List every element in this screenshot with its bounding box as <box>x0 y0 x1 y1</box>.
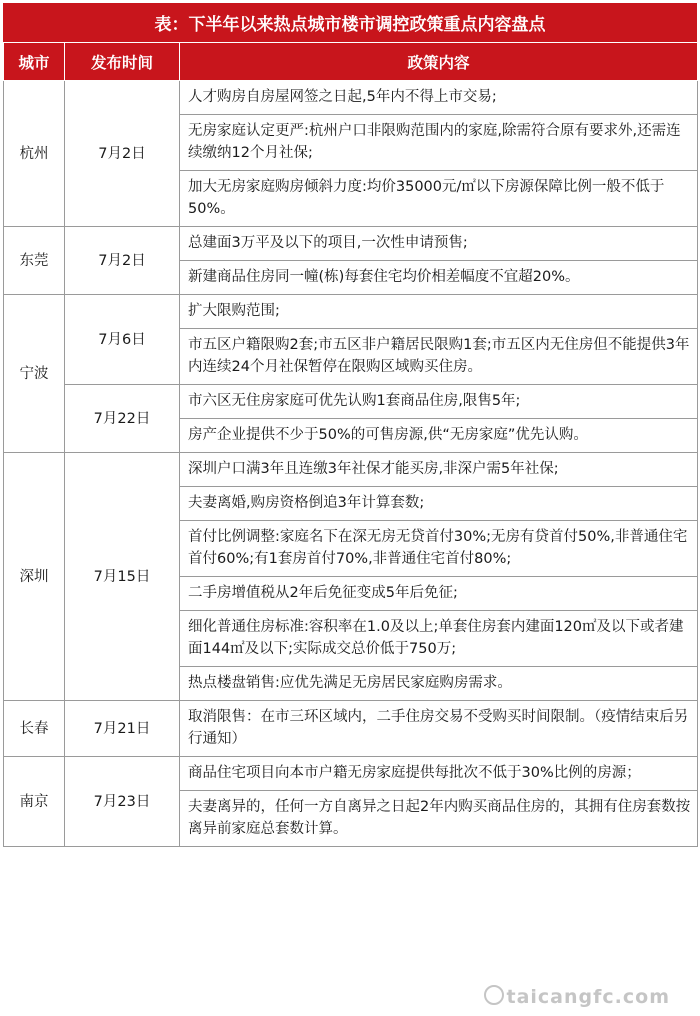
table-row <box>4 227 698 261</box>
date-cell: 7月23日 <box>65 757 180 847</box>
policy-content-cell: 人才购房自房屋网签之日起,5年内不得上市交易; <box>180 81 698 115</box>
policy-content-cell: 细化普通住房标准:容积率在1.0及以上;单套住房套内建面120㎡及以下或者建面144㎡及以下;实际成交总价低于750万; <box>180 611 698 667</box>
city-cell: 宁波 <box>4 295 65 453</box>
header-row <box>4 43 698 81</box>
city-cell: 东莞 <box>4 227 65 295</box>
policy-content-cell: 深圳户口满3年且连缴3年社保才能买房,非深户需5年社保; <box>180 453 698 487</box>
table-row <box>4 701 698 757</box>
policy-table <box>3 42 698 847</box>
policy-content-cell: 总建面3万平及以下的项目,一次性申请预售; <box>180 227 698 261</box>
watermark-text: taicangfc.com <box>506 986 670 1008</box>
policy-content-cell: 二手房增值税从2年后免征变成5年后免征; <box>180 577 698 611</box>
table-body <box>4 81 698 847</box>
policy-content-cell: 夫妻离婚,购房资格倒追3年计算套数; <box>180 487 698 521</box>
date-cell: 7月21日 <box>65 701 180 757</box>
header-content: 政策内容 <box>180 43 698 81</box>
watermark <box>484 985 671 1008</box>
city-cell: 南京 <box>4 757 65 847</box>
policy-content-cell: 夫妻离异的，任何一方自离异之日起2年内购买商品住房的，其拥有住房套数按离异前家庭总套数计算。 <box>180 791 698 847</box>
policy-content-cell: 取消限售：在市三环区域内，二手住房交易不受购买时间限制。（疫情结束后另行通知） <box>180 701 698 757</box>
date-cell: 7月22日 <box>65 385 180 453</box>
table-row <box>4 757 698 791</box>
table-row <box>4 385 698 419</box>
date-cell: 7月2日 <box>65 81 180 227</box>
city-cell: 深圳 <box>4 453 65 701</box>
header-date: 发布时间 <box>65 43 180 81</box>
policy-content-cell: 房产企业提供不少于50%的可售房源,供“无房家庭”优先认购。 <box>180 419 698 453</box>
table-row <box>4 81 698 115</box>
city-cell: 杭州 <box>4 81 65 227</box>
policy-table-container <box>3 3 697 847</box>
policy-content-cell: 市五区户籍限购2套;市五区非户籍居民限购1套;市五区内无住房但不能提供3年内连续24个月社保暂停在限购区域购买住房。 <box>180 329 698 385</box>
policy-content-cell: 新建商品住房同一幢(栋)每套住宅均价相差幅度不宜超20%。 <box>180 261 698 295</box>
date-cell: 7月6日 <box>65 295 180 385</box>
policy-content-cell: 无房家庭认定更严:杭州户口非限购范围内的家庭,除需符合原有要求外,还需连续缴纳12个月社保; <box>180 115 698 171</box>
header-city: 城市 <box>4 43 65 81</box>
table-row <box>4 453 698 487</box>
table-row <box>4 295 698 329</box>
policy-content-cell: 商品住宅项目向本市户籍无房家庭提供每批次不低于30%比例的房源； <box>180 757 698 791</box>
date-cell: 7月2日 <box>65 227 180 295</box>
policy-content-cell: 市六区无住房家庭可优先认购1套商品住房,限售5年; <box>180 385 698 419</box>
date-cell: 7月15日 <box>65 453 180 701</box>
policy-content-cell: 首付比例调整:家庭名下在深无房无贷首付30%;无房有贷首付50%,非普通住宅首付60%;有1套房首付70%,非普通住宅首付80%; <box>180 521 698 577</box>
policy-content-cell: 加大无房家庭购房倾斜力度:均价35000元/㎡以下房源保障比例一般不低于50%。 <box>180 171 698 227</box>
policy-content-cell: 热点楼盘销售:应优先满足无房居民家庭购房需求。 <box>180 667 698 701</box>
table-title: 表：下半年以来热点城市楼市调控政策重点内容盘点 <box>3 3 697 42</box>
circle-logo-icon <box>484 985 504 1005</box>
policy-content-cell: 扩大限购范围; <box>180 295 698 329</box>
city-cell: 长春 <box>4 701 65 757</box>
